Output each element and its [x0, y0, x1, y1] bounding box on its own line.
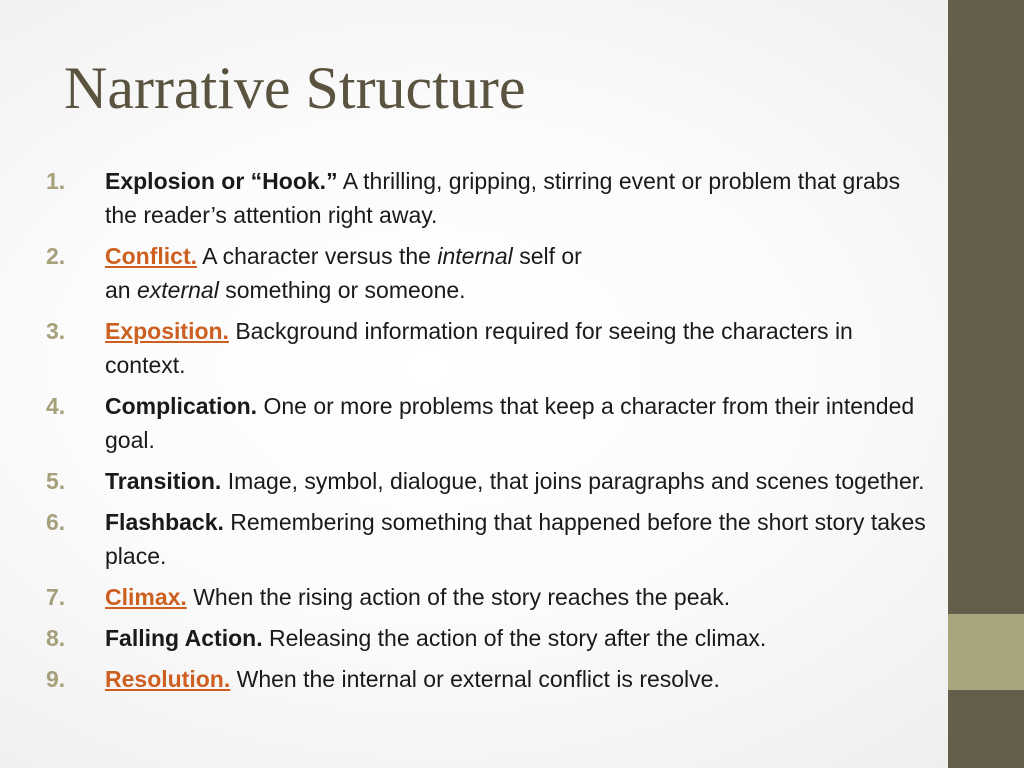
item-description: Background information required for seeing the characters in context. [105, 318, 853, 378]
term-transition: Transition. [105, 468, 222, 494]
description-emphasis: external [136, 277, 219, 303]
list-item-resolution [46, 662, 932, 696]
term-exposition-link[interactable]: Exposition. [105, 318, 229, 344]
narrative-structure-list [46, 164, 932, 703]
list-item-conflict [46, 239, 932, 307]
list-item-complication [46, 389, 932, 457]
item-number: 8. [46, 625, 66, 651]
term-hook: Explosion or “Hook.” [105, 168, 338, 194]
term-flashback: Flashback. [105, 509, 224, 535]
term-complication: Complication. [105, 393, 258, 419]
list-item-climax [46, 580, 932, 614]
item-number: 9. [46, 666, 66, 692]
term-resolution-link[interactable]: Resolution. [105, 666, 231, 692]
description-text: A character versus the [202, 243, 431, 269]
description-text: self or [519, 243, 582, 269]
item-number: 4. [46, 393, 66, 419]
list-item-hook [46, 164, 932, 232]
list-item-exposition [46, 314, 932, 382]
list-item-falling-action [46, 621, 932, 655]
item-description: When the internal or external conflict is resolve. [236, 666, 720, 692]
term-conflict-link[interactable]: Conflict. [105, 243, 197, 269]
description-emphasis: internal [437, 243, 513, 269]
item-number: 2. [46, 243, 66, 269]
item-description: Releasing the action of the story after the climax. [268, 625, 767, 651]
item-number: 7. [46, 584, 66, 610]
item-description: A thrilling, gripping, stirring event or problem that grabs the reader’s attention right away. [105, 168, 901, 228]
term-climax-link[interactable]: Climax. [105, 584, 187, 610]
list-item-flashback [46, 505, 932, 573]
item-number: 6. [46, 509, 66, 535]
item-number: 1. [46, 168, 66, 194]
description-text: something or someone. [225, 277, 466, 303]
item-description: Image, symbol, dialogue, that joins paragraphs and scenes together. [227, 468, 925, 494]
term-falling-action: Falling Action. [105, 625, 263, 651]
slide-title: Narrative Structure [64, 55, 526, 121]
description-text: an [105, 277, 131, 303]
item-description: When the rising action of the story reaches the peak. [193, 584, 731, 610]
list-item-transition [46, 464, 932, 498]
side-accent-block [948, 614, 1024, 690]
item-number: 5. [46, 468, 66, 494]
item-description: One or more problems that keep a character from their intended goal. [105, 393, 915, 453]
item-description: Remembering something that happened before the short story takes place. [105, 509, 926, 569]
item-number: 3. [46, 318, 66, 344]
